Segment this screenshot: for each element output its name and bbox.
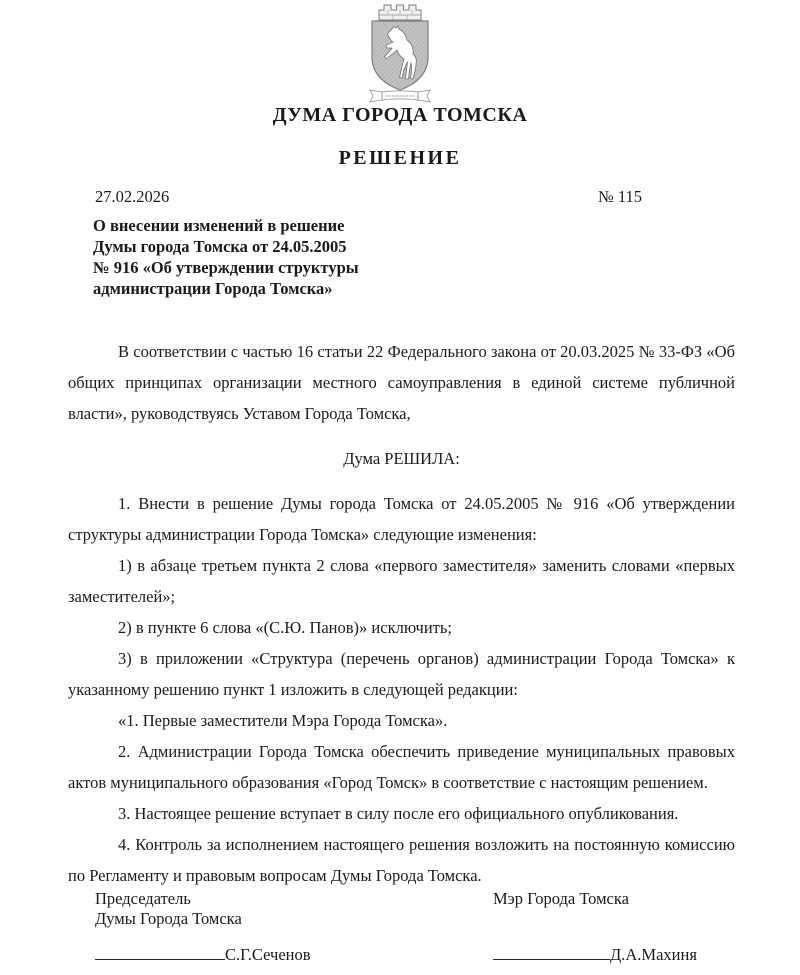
signature-name-right: Д.А.Махиня [610, 945, 697, 964]
subject-line: № 916 «Об утверждении структуры [93, 258, 359, 277]
signature-name-left: С.Г.Сеченов [225, 945, 311, 964]
document-date: 27.02.2026 [95, 187, 170, 206]
subject-line: О внесении изменений в решение [93, 216, 345, 235]
document-type-title: РЕШЕНИЕ [338, 147, 462, 169]
signature-title-left-line2: Думы Города Томска [95, 909, 242, 928]
body-paragraph-1: 1. Внести в решение Думы города Томска от 24.05.2005 № 916 «Об утверждении структуры администрации Города Томска» следующие изменения: [68, 494, 735, 544]
signature-title-left-line1: Председатель [95, 889, 191, 908]
body-paragraph-quote: «1. Первые заместители Мэра Города Томска». [118, 711, 448, 730]
body-paragraph-1-3: 3) в приложении «Структура (перечень органов) администрации Города Томска» к указанному решению пункт 1 изложить в следующей редакции: [68, 649, 735, 699]
signature-block-right [493, 944, 697, 965]
signature-block-left [95, 944, 311, 965]
body-paragraph-4: 4. Контроль за исполнением настоящего решения возложить на постоянную комиссию по Регламенту и правовым вопросам Думы Города Томска. [68, 835, 735, 885]
signature-title-left [95, 889, 242, 929]
body-paragraph-1-1: 1) в абзаце третьем пункта 2 слова «первого заместителя» заменить словами «первых заместителей»; [68, 556, 735, 606]
signature-line-left [95, 944, 225, 960]
coat-of-arms-icon [366, 2, 434, 104]
subject-line: администрации Города Томска» [93, 279, 333, 298]
signature-title-right-line: Мэр Города Томска [493, 889, 629, 908]
document-body [68, 336, 735, 891]
signature-line-right [493, 944, 610, 960]
organization-name: ДУМА ГОРОДА ТОМСКА [272, 104, 528, 126]
subject-line: Думы города Томска от 24.05.2005 [93, 237, 347, 256]
document-subject [93, 215, 359, 299]
body-paragraph-1-2: 2) в пункте 6 слова «(С.Ю. Панов)» исключить; [118, 618, 452, 637]
resolved-heading: Дума РЕШИЛА: [343, 449, 460, 468]
mural-crown-icon [379, 5, 421, 20]
body-paragraph-3: 3. Настоящее решение вступает в силу после его официального опубликования. [118, 804, 679, 823]
signature-title-right [493, 889, 629, 909]
body-paragraph-2: 2. Администрации Города Томска обеспечить приведение муниципальных правовых актов муниципального образования «Город Томск» в соответствие с настоящим решением. [68, 742, 735, 792]
document-number: № 115 [598, 187, 643, 206]
preamble-paragraph: В соответствии с частью 16 статьи 22 Федерального закона от 20.03.2025 № 33-ФЗ «Об общих принципах организации местного самоуправления в единой системе публичной власти», руководствуясь Уставом Города Томска, [68, 342, 735, 423]
ribbon-banner-icon [370, 90, 430, 102]
tomsk-coat-of-arms [366, 2, 434, 104]
